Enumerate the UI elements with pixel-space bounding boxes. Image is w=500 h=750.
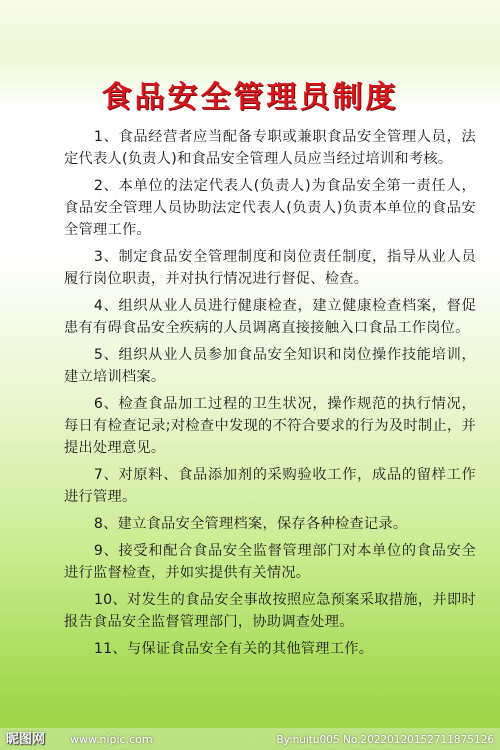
regulation-item: 10、对发生的食品安全事故按照应急预案采取措施，并即时报告食品安全监督管理部门，协助调查处理。 xyxy=(64,592,476,630)
regulation-item: 5、组织从业人员参加食品安全知识和岗位操作技能培训，建立培训档案。 xyxy=(64,347,476,385)
regulation-item: 11、与保证食品安全有关的其他管理工作。 xyxy=(93,641,374,657)
regulation-item: 3、制定食品安全管理制度和岗位责任制度，指导从业人员履行岗位职责，并对执行情况进行督促、检查。 xyxy=(64,249,476,287)
regulation-item: 1、食品经营者应当配备专职或兼职食品安全管理人员，法定代表人(负责人)和食品安全管理人员应当经过培训和考核。 xyxy=(64,129,476,167)
regulation-item: 2、本单位的法定代表人(负责人)为食品安全第一责任人，食品安全管理人员协助法定代表人(负责人)负责本单位的食品安全管理工作。 xyxy=(64,178,476,238)
regulation-item: 7、对原料、食品添加剂的采购验收工作，成品的留样工作进行管理。 xyxy=(64,467,476,505)
regulation-item: 9、接受和配合食品安全监督管理部门对本单位的食品安全进行监督检查，并如实提供有关情况。 xyxy=(64,543,476,581)
watermark-site-name: 昵图网 xyxy=(6,732,46,747)
watermark-credit: By:huitu005 No.20220120152711875126 xyxy=(276,734,494,746)
regulation-item: 4、组织从业人员进行健康检查，建立健康检查档案，督促患有有碍食品安全疾病的人员调离直接接触入口食品工作岗位。 xyxy=(64,298,476,336)
poster-title: 食品安全管理员制度 xyxy=(101,80,399,115)
watermark-bar xyxy=(0,728,500,750)
regulation-list xyxy=(64,126,476,665)
regulation-item: 8、建立食品安全管理档案，保存各种检查记录。 xyxy=(93,516,408,532)
watermark-url: www.nipic.com xyxy=(70,733,153,746)
regulation-item: 6、检查食品加工过程的卫生状况，操作规范的执行情况，每日有检查记录;对检查中发现的不符合要求的行为及时制止，并提出处理意见。 xyxy=(64,396,476,456)
